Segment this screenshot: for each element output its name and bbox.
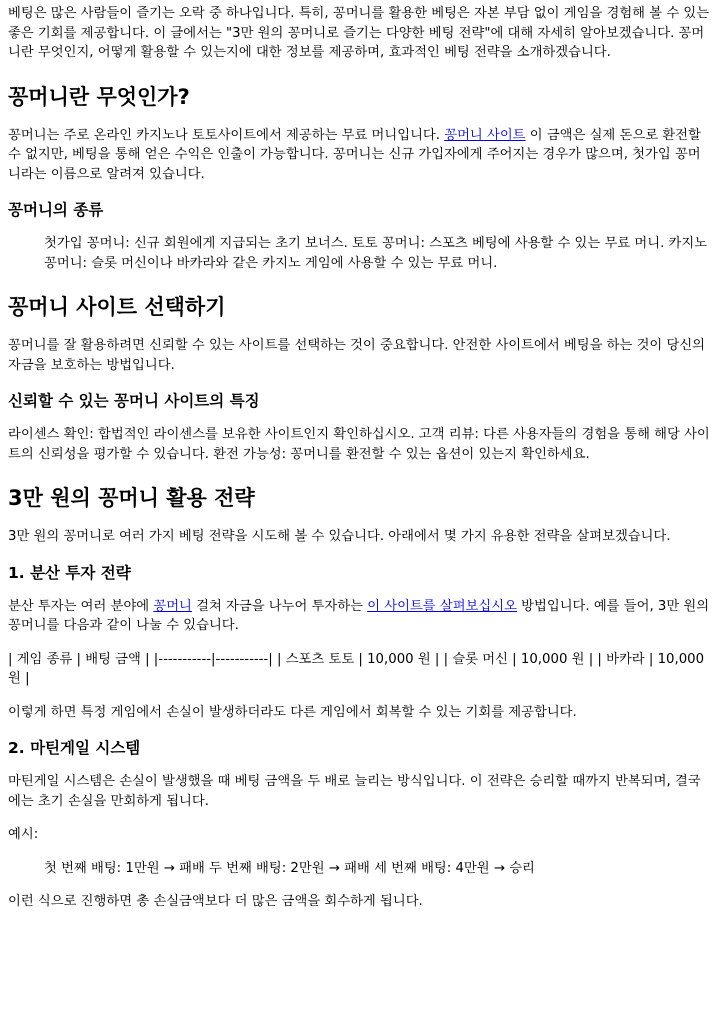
kkongmoney-link[interactable]: 꽁머니	[153, 598, 192, 614]
strategy1-after-paragraph: 이렇게 하면 특정 게임에서 손실이 발생하더라도 다른 게임에서 회복할 수 있는 기회를 제공합니다.	[8, 704, 577, 720]
strategy1-heading: 1. 분산 투자 전략	[8, 563, 131, 582]
section1-text-after-link: 이 금액은 실제 돈으로 환전할 수 없지만, 베팅을 통해 얻은 수익은 인출이 가능합니다. 꽁머니는 신규 가입자에게 주어지는 경우가 많으며, 첫가입 꽁머니라는 이름으로 알려져 있습니다.	[8, 127, 701, 182]
section1-text-before-link: 꽁머니는 주로 온라인 카지노나 토토사이트에서 제공하는 무료 머니입니다.	[8, 127, 445, 143]
site-features-paragraph: 라이센스 확인: 합법적인 라이센스를 보유한 사이트인지 확인하십시오. 고객 리뷰: 다른 사용자들의 경험을 통해 해당 사이트의 신뢰성을 평가할 수 있습니다. 환전 가능성: 꽁머니를 환전할 수 있는 옵션이 있는지 확인하세요.	[8, 427, 710, 462]
allocation-table-text: | 게임 종류 | 배팅 금액 | |-----------|-----------| | 스포츠 토토 | 10,000 원 | | 슬롯 머신 | 10,000 원 | | 바카라 | 10,000 원 |	[8, 651, 705, 686]
section2-subheading: 신뢰할 수 있는 꽁머니 사이트의 특징	[8, 392, 260, 410]
strategy2-heading: 2. 마틴게일 시스템	[8, 739, 141, 757]
intro-paragraph: 베팅은 많은 사람들이 즐기는 오락 중 하나입니다. 특히, 꽁머니를 활용한 베팅은 자본 부담 없이 게임을 경험해 볼 수 있는 좋은 기회를 제공합니다. 이 글에서는 "3만 원의 꽁머니로 즐기는 다양한 베팅 전략"에 대해 자세히 알아보겠습니다. 꽁머니란 무엇인지, 어떻게 활용할 수 있는지에 대한 정보를 제공하며, 효과적인 베팅 전략을 소개하겠습니다.	[8, 6, 710, 60]
see-this-site-link[interactable]: 이 사이트를 살펴보십시오	[367, 598, 517, 614]
section1-paragraph	[8, 126, 712, 185]
section1-subheading: 꽁머니의 종류	[8, 201, 104, 219]
section2-heading: 꽁머니 사이트 선택하기	[8, 295, 226, 319]
kkongmoney-site-link[interactable]: 꽁머니 사이트	[444, 127, 526, 143]
strategy1-text-part2: 걸쳐 자금을 나누어 투자하는	[191, 598, 368, 614]
strategy1-paragraph	[8, 597, 712, 636]
strategy2-paragraph: 마틴게일 시스템은 손실이 발생했을 때 베팅 금액을 두 배로 늘리는 방식입니다. 이 전략은 승리할 때까지 반복되며, 결국에는 초기 손실을 만회하게 됩니다.	[8, 774, 701, 809]
example-label: 예시:	[8, 827, 39, 842]
strategy1-text-part3: 방법입니다. 예를 들어, 3만 원의 꽁머니를 다음과 같이 나눌 수 있습니다.	[8, 598, 710, 633]
kkongmoney-types-quote: 첫가입 꽁머니: 신규 회원에게 지급되는 초기 보너스. 토토 꽁머니: 스포츠 베팅에 사용할 수 있는 무료 머니. 카지노 꽁머니: 슬롯 머신이나 바카라와 같은 카지노 게임에 사용할 수 있는 무료 머니.	[44, 236, 708, 271]
strategy2-after-paragraph: 이런 식으로 진행하면 총 손실금액보다 더 많은 금액을 회수하게 됩니다.	[8, 894, 423, 909]
martingale-example-quote: 첫 번째 배팅: 1만원 → 패배 두 번째 배팅: 2만원 → 패배 세 번째 배팅: 4만원 → 승리	[44, 860, 535, 876]
section3-paragraph: 3만 원의 꽁머니로 여러 가지 베팅 전략을 시도해 볼 수 있습니다. 아래에서 몇 가지 유용한 전략을 살펴보겠습니다.	[8, 529, 671, 544]
section3-heading: 3만 원의 꽁머니 활용 전략	[8, 486, 255, 510]
section2-paragraph: 꽁머니를 잘 활용하려면 신뢰할 수 있는 사이트를 선택하는 것이 중요합니다. 안전한 사이트에서 베팅을 하는 것이 당신의 자금을 보호하는 방법입니다.	[8, 338, 706, 373]
section1-heading: 꽁머니란 무엇인가?	[8, 84, 190, 109]
strategy1-text-part1: 분산 투자는 여러 분야에	[8, 598, 154, 614]
